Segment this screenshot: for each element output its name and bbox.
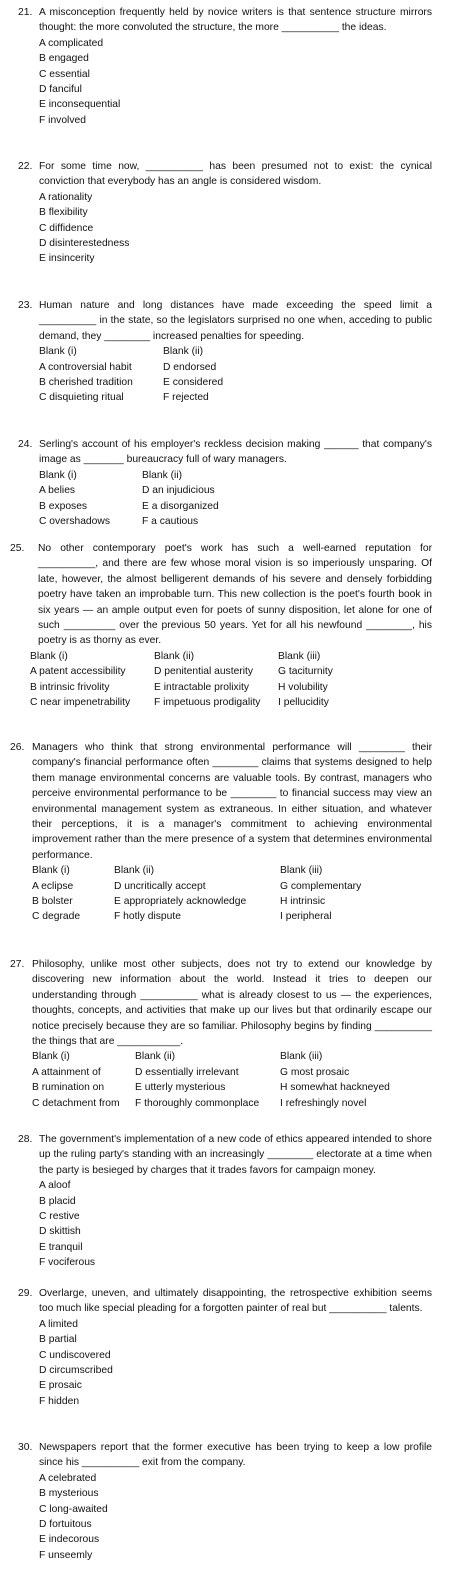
answer-option[interactable]: F hotly dispute bbox=[114, 911, 181, 923]
answer-options bbox=[18, 36, 432, 128]
answer-option[interactable]: C disquieting ritual bbox=[39, 392, 124, 404]
question-number: 30. bbox=[18, 1442, 33, 1453]
answer-option[interactable]: E appropriately acknowledge bbox=[114, 896, 247, 908]
question-29 bbox=[18, 1286, 432, 1409]
question-22 bbox=[18, 159, 432, 267]
answer-option[interactable]: E prosaic bbox=[39, 1380, 82, 1392]
question-stem-block bbox=[18, 1132, 432, 1178]
answer-option[interactable]: F impetuous prodigality bbox=[154, 697, 261, 709]
answer-option[interactable]: D disinterestedness bbox=[39, 238, 130, 250]
answer-option[interactable]: D endorsed bbox=[163, 361, 217, 373]
answer-options bbox=[18, 1178, 432, 1270]
question-number: 25. bbox=[10, 543, 25, 554]
question-23 bbox=[18, 298, 432, 406]
answer-option[interactable]: A celebrated bbox=[39, 1472, 97, 1484]
blank-header: Blank (i) bbox=[32, 865, 70, 877]
blank-header: Blank (iii) bbox=[280, 865, 323, 877]
question-stem: Newspapers report that the former executive has been trying to keep a low profile since his __________ exit from the company. bbox=[39, 1442, 432, 1469]
blank-header: Blank (ii) bbox=[114, 865, 155, 877]
answer-option[interactable]: B rumination on bbox=[32, 1082, 105, 1094]
question-stem: No other contemporary poet's work has such a well-earned reputation for __________, and there are few whose moral vision is so imperiously unsparing. Of late, however, the almost belligerent demands of his severe and densely forbidding poetry have taken an improbable turn. This new collection is the poet's fourth book in six years — an ample output even for poets of sunny disposition, let alone for one of such _________ over the previous 50 years. Yet for all his newfound ________, his poetry is as thorny as ever. bbox=[38, 543, 432, 647]
question-stem-block bbox=[10, 541, 432, 649]
answer-option[interactable]: G most prosaic bbox=[280, 1066, 350, 1078]
question-28 bbox=[18, 1132, 432, 1271]
question-25 bbox=[10, 541, 432, 710]
answer-option[interactable]: E a disorganized bbox=[142, 500, 219, 512]
question-number: 22. bbox=[18, 161, 33, 172]
answer-grid bbox=[18, 468, 432, 530]
answer-options bbox=[18, 1471, 432, 1563]
answer-option[interactable]: D circumscribed bbox=[39, 1365, 113, 1377]
blank-header: Blank (ii) bbox=[135, 1051, 176, 1063]
question-stem: The government's implementation of a new code of ethics appeared intended to shore up the ruling party's standing with an increasingly ________ electorate at a time when the party is besieged by charges that it trades favors for campaign money. bbox=[39, 1134, 432, 1176]
question-30 bbox=[18, 1440, 432, 1563]
answer-option[interactable]: B flexibility bbox=[39, 207, 88, 219]
answer-option[interactable]: A rationality bbox=[39, 191, 93, 203]
question-number: 21. bbox=[18, 7, 33, 18]
answer-option[interactable]: C detachment from bbox=[32, 1097, 120, 1109]
blank-header: Blank (i) bbox=[39, 346, 77, 358]
answer-option[interactable]: I peripheral bbox=[280, 911, 332, 923]
answer-option[interactable]: I refreshingly novel bbox=[280, 1097, 367, 1109]
answer-option[interactable]: E utterly mysterious bbox=[135, 1082, 226, 1094]
answer-option[interactable]: B intrinsic frivolity bbox=[30, 681, 110, 693]
blank-header: Blank (iii) bbox=[278, 650, 321, 662]
answer-option[interactable]: A eclipse bbox=[32, 880, 74, 892]
answer-option[interactable]: G complementary bbox=[280, 880, 362, 892]
answer-option[interactable]: B bolster bbox=[32, 896, 73, 908]
answer-option[interactable]: C restive bbox=[39, 1211, 80, 1223]
answer-option[interactable]: C overshadows bbox=[39, 516, 110, 528]
answer-option[interactable]: A patent accessibility bbox=[30, 666, 126, 678]
answer-option[interactable]: E considered bbox=[163, 377, 224, 389]
answer-option[interactable]: E tranquil bbox=[39, 1241, 83, 1253]
blank-header: Blank (ii) bbox=[154, 650, 195, 662]
blank-header: Blank (iii) bbox=[280, 1051, 323, 1063]
question-stem: Overlarge, uneven, and ultimately disappointing, the retrospective exhibition seems too much like special pleading for a forgotten painter of real but __________ talents. bbox=[39, 1288, 432, 1315]
question-26 bbox=[10, 740, 432, 925]
answer-option[interactable]: A limited bbox=[39, 1318, 78, 1330]
question-stem-block bbox=[18, 298, 432, 344]
answer-option[interactable]: A complicated bbox=[39, 37, 104, 49]
question-stem: A misconception frequently held by novice writers is that sentence structure mirrors thought: the more convoluted the structure, the more __________ the ideas. bbox=[39, 7, 432, 34]
question-stem: Philosophy, unlike most other subjects, does not try to extend our knowledge by discovering new information about the world. Instead it tries to deepen our understanding through __________ what is already closest to us — the experiences, thoughts, concepts, and activities that make up our lives but that ordinarily escape our notice precisely because they are so familiar. Philosophy begins by finding __________ the things that are ___________. bbox=[32, 959, 432, 1048]
answer-option[interactable]: B placid bbox=[39, 1195, 76, 1207]
blank-header: Blank (i) bbox=[30, 650, 68, 662]
blank-header: Blank (i) bbox=[32, 1051, 70, 1063]
answer-option[interactable]: B cherished tradition bbox=[39, 377, 133, 389]
question-21 bbox=[18, 5, 432, 128]
answer-option[interactable]: G taciturnity bbox=[278, 666, 333, 678]
question-number: 26. bbox=[10, 742, 25, 753]
answer-option[interactable]: E intractable prolixity bbox=[154, 681, 249, 693]
answer-option[interactable]: D an injudicious bbox=[142, 485, 215, 497]
answer-grid bbox=[18, 863, 432, 925]
question-number: 29. bbox=[18, 1288, 33, 1299]
answer-option[interactable]: C long-awaited bbox=[39, 1503, 108, 1515]
answer-option[interactable]: H intrinsic bbox=[280, 896, 326, 908]
answer-option[interactable]: F involved bbox=[39, 114, 86, 126]
answer-option[interactable]: F vociferous bbox=[39, 1257, 96, 1269]
answer-option[interactable]: H somewhat hackneyed bbox=[280, 1082, 390, 1094]
answer-options bbox=[18, 190, 432, 267]
answer-option[interactable]: A controversial habit bbox=[39, 361, 132, 373]
answer-option[interactable]: D essentially irrelevant bbox=[135, 1066, 239, 1078]
answer-option[interactable]: H volubility bbox=[278, 681, 328, 693]
answer-option[interactable]: F unseemly bbox=[39, 1549, 93, 1561]
answer-option[interactable]: A attainment of bbox=[32, 1066, 101, 1078]
blank-header: Blank (ii) bbox=[163, 346, 204, 358]
answer-option[interactable]: F hidden bbox=[39, 1395, 80, 1407]
answer-option[interactable]: B partial bbox=[39, 1334, 77, 1346]
question-stem: Managers who think that strong environmental performance will ________ their company's financial performance often ________ claims that systems designed to help them manage environmental concerns are valuable tools. By contrast, managers who perceive environmental performance to be ________ to financial success may view an environmental management system as extraneous. In either situation, and whatever their perceptions, it is a manager's commitment to achieving environmental improvement rather than the mere presence of a system that determines environmental performance. bbox=[32, 742, 432, 861]
question-stem-block bbox=[18, 5, 432, 36]
answer-option[interactable]: D skittish bbox=[39, 1226, 81, 1238]
answer-option[interactable]: D fortuitous bbox=[39, 1519, 92, 1531]
answer-option[interactable]: C diffidence bbox=[39, 222, 94, 234]
answer-option[interactable]: C undiscovered bbox=[39, 1349, 111, 1361]
question-stem-block bbox=[10, 740, 432, 863]
answer-option[interactable]: E indecorous bbox=[39, 1534, 100, 1546]
answer-option[interactable]: C near impenetrability bbox=[30, 697, 131, 709]
answer-option[interactable]: B engaged bbox=[39, 53, 89, 65]
answer-option[interactable]: D fanciful bbox=[39, 84, 82, 96]
question-stem: For some time now, __________ has been presumed not to exist: the cynical conviction that everybody has an angle is considered wisdom. bbox=[39, 161, 432, 188]
answer-option[interactable]: E insincerity bbox=[39, 253, 95, 265]
answer-option[interactable]: F rejected bbox=[163, 392, 209, 404]
answer-option[interactable]: D uncritically accept bbox=[114, 880, 206, 892]
answer-option[interactable]: F a cautious bbox=[142, 516, 199, 528]
answer-option[interactable]: I pellucidity bbox=[278, 697, 329, 709]
question-number: 24. bbox=[18, 439, 33, 450]
answer-option[interactable]: A belies bbox=[39, 485, 76, 497]
answer-option[interactable]: E inconsequential bbox=[39, 99, 121, 111]
question-stem: Serling's account of his employer's reckless decision making ______ that company's image as _______ bureaucracy full of wary managers. bbox=[39, 439, 432, 466]
answer-option[interactable]: C degrade bbox=[32, 911, 81, 923]
question-number: 28. bbox=[18, 1134, 33, 1145]
question-stem-block bbox=[18, 1440, 432, 1471]
question-number: 27. bbox=[10, 959, 25, 970]
question-27 bbox=[10, 957, 432, 1111]
question-stem-block bbox=[10, 957, 432, 1049]
answer-option[interactable]: F thoroughly commonplace bbox=[135, 1097, 260, 1109]
answer-grid bbox=[18, 649, 432, 711]
question-stem-block bbox=[18, 1286, 432, 1317]
answer-option[interactable]: D penitential austerity bbox=[154, 666, 254, 678]
answer-option[interactable]: B mysterious bbox=[39, 1488, 99, 1500]
question-24 bbox=[18, 437, 432, 529]
answer-options bbox=[18, 1317, 432, 1409]
blank-header: Blank (ii) bbox=[142, 469, 183, 481]
answer-option[interactable]: A aloof bbox=[39, 1180, 71, 1192]
question-stem-block bbox=[18, 437, 432, 468]
answer-grid bbox=[18, 344, 432, 406]
question-stem: Human nature and long distances have made exceeding the speed limit a __________ in the state, so the legislators surprised no one when, acceding to public demand, they ________ increased penalties for speeding. bbox=[39, 300, 432, 342]
answer-option[interactable]: B exposes bbox=[39, 500, 88, 512]
question-stem-block bbox=[18, 159, 432, 190]
question-number: 23. bbox=[18, 300, 33, 311]
blank-header: Blank (i) bbox=[39, 469, 77, 481]
answer-grid bbox=[18, 1049, 432, 1111]
answer-option[interactable]: C essential bbox=[39, 68, 90, 80]
